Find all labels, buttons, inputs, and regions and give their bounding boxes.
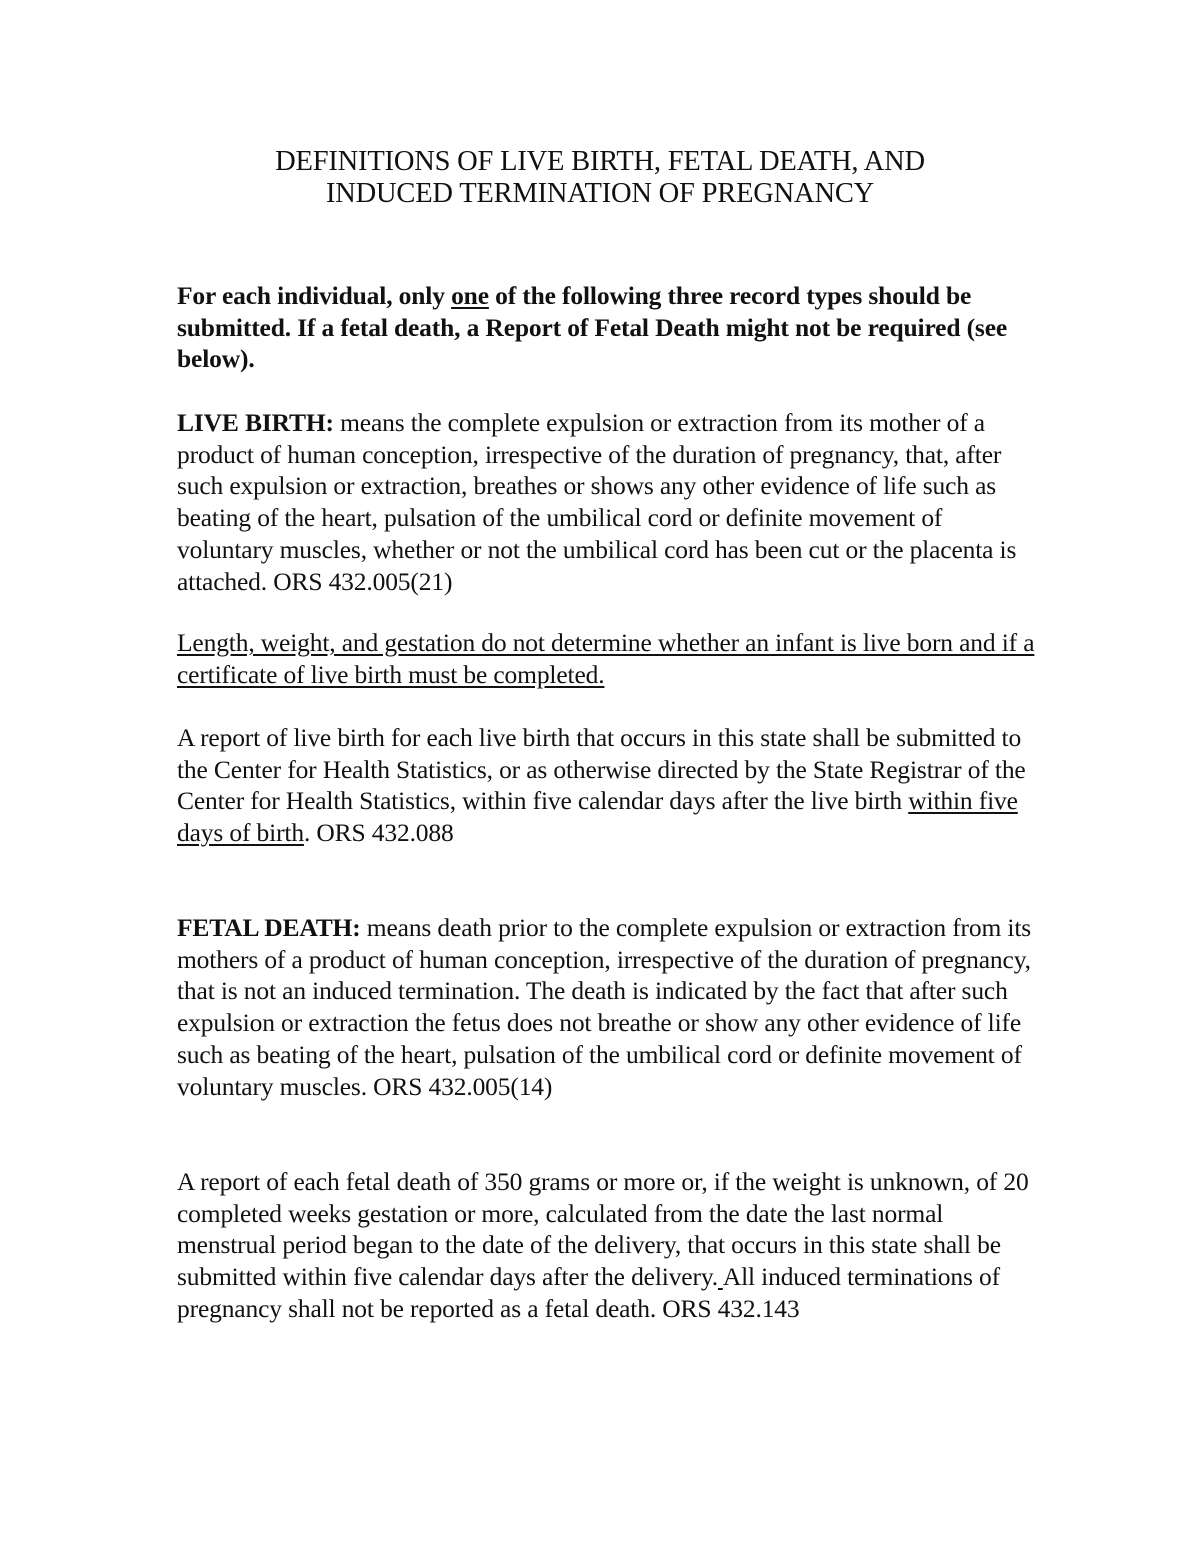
live-birth-definition [177, 407, 1037, 597]
intro-paragraph [177, 280, 1037, 375]
fetal-report-text-1: A report of each fetal death of 350 grams or more or, if the weight is unknown, of 20 completed weeks gestation or more, calculated from the date the last normal menstrual period began to the date of the delivery, that occurs in this state shall be submitted within five calendar days after the delivery. [177, 1167, 1029, 1292]
live-birth-definition-text: means the complete expulsion or extraction from its mother of a product of human conception, irrespective of the duration of pregnancy, that, after such expulsion or extraction, breathes or shows any other evidence of life such as beating of the heart, pulsation of the umbilical cord or definite movement of voluntary muscles, whether or not the umbilical cord has been cut or the placenta is attached. ORS 432.005(21) [177, 408, 1017, 596]
live-report-text-2: . ORS 432.088 [303, 818, 454, 848]
fetal-death-definition [177, 912, 1037, 1102]
intro-text-2: of the following three record types should be submitted. If a fetal death, a Report of Fetal Death might not be required (see below). [177, 281, 1008, 374]
title-line-2: INDUCED TERMINATION OF PREGNANCY [325, 178, 875, 209]
fetal-death-label: FETAL DEATH: [177, 913, 361, 942]
fetal-death-definition-text: means death prior to the complete expulsion or extraction from its mothers of a product of human conception, irrespective of the duration of pregnancy, that is not an induced termination. The death is indicated by the fact that after such expulsion or extraction the fetus does not breathe or show any other evidence of life such as beating of the heart, pulsation of the umbilical cord or definite movement of voluntary muscles. ORS 432.005(14) [177, 913, 1032, 1101]
live-birth-label: LIVE BIRTH: [177, 408, 334, 437]
intro-text-1: For each individual, only [177, 281, 452, 310]
fetal-death-report-paragraph [177, 1166, 1037, 1325]
intro-emphasis: one [451, 281, 489, 310]
live-report-text-1: A report of live birth for each live birth that occurs in this state shall be submitted to the Center for Health Statistics, or as otherwise directed by the State Registrar of the Center for Health Statistics, within five calendar days after the live birth [177, 723, 1026, 816]
live-birth-note [177, 627, 1037, 690]
live-birth-report-paragraph [177, 722, 1037, 849]
title-line-1: DEFINITIONS OF LIVE BIRTH, FETAL DEATH, AND [275, 146, 925, 177]
fetal-report-text-2: All induced terminations of pregnancy shall not be reported as a fetal death. ORS 432.143 [177, 1262, 1000, 1323]
page-title [0, 146, 1200, 210]
live-report-underlined: within five days of birth [177, 786, 1018, 848]
live-birth-note-text: Length, weight, and gestation do not determine whether an infant is live born and if a certificate of live birth must be completed. [177, 628, 1035, 689]
